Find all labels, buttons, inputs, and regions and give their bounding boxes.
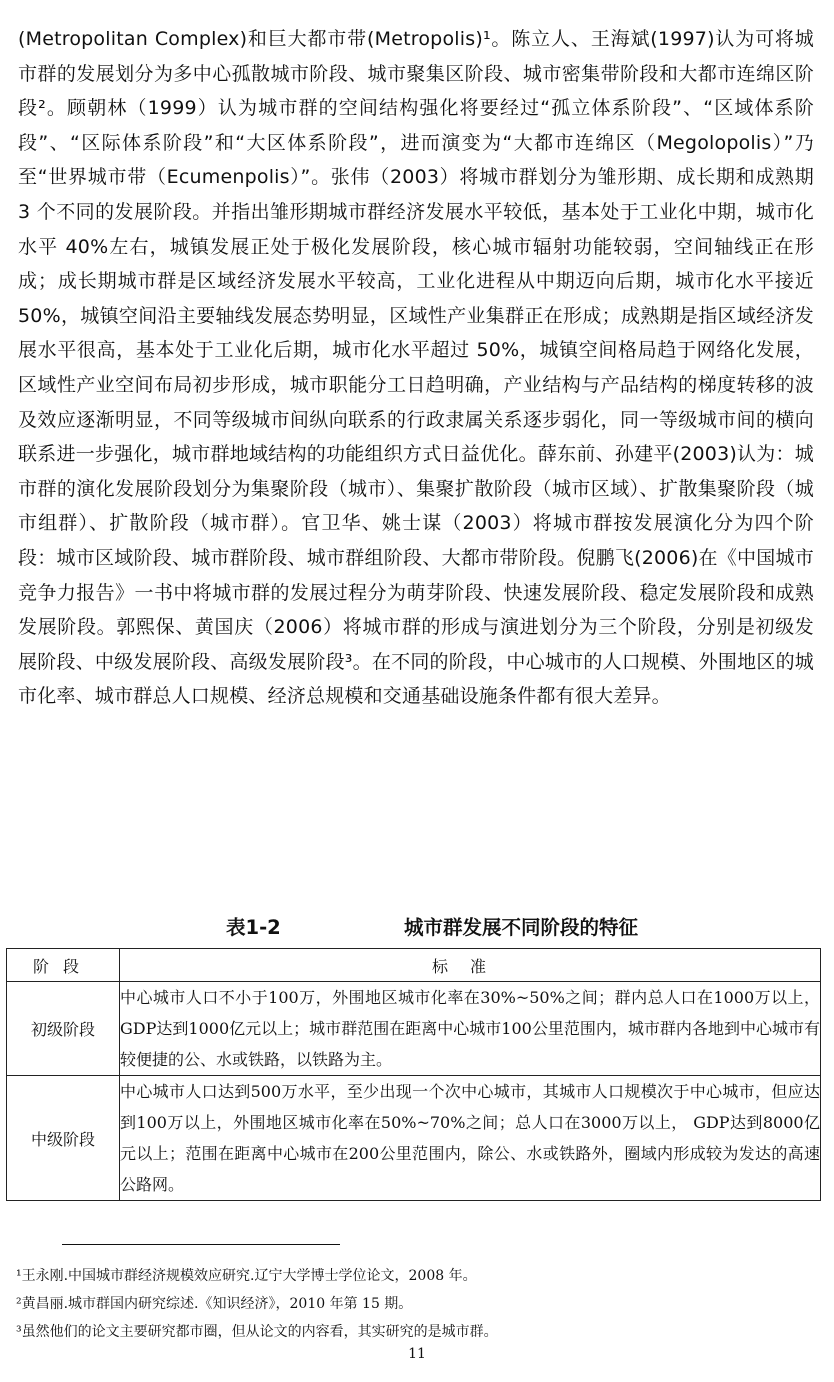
table-header-criteria: 标准 (120, 949, 821, 982)
table-row (7, 1076, 821, 1201)
table-header-stage: 阶段 (7, 949, 120, 982)
footnote: ¹王永刚.中国城市群经济规模效应研究.辽宁大学博士学位论文，2008 年。 (16, 1268, 477, 1284)
footnotes (16, 1262, 816, 1346)
footnote: ²黄昌丽.城市群国内研究综述.《知识经济》，2010 年第 15 期。 (16, 1296, 413, 1312)
page-number: 11 (408, 1346, 426, 1362)
stage-criteria-table (6, 948, 821, 1201)
table-row (7, 982, 821, 1076)
table-caption-number: 表1-2 (226, 916, 281, 939)
table-header-row (7, 949, 821, 982)
table-cell-stage: 中级阶段 (7, 1076, 120, 1201)
footnote-divider (62, 1244, 340, 1245)
table-caption-title: 城市群发展不同阶段的特征 (404, 916, 639, 939)
table-caption (0, 912, 834, 942)
table-cell-stage: 初级阶段 (7, 982, 120, 1076)
body-paragraph: (Metropolitan Complex)和巨大都市带(Metropolis)¹。陈立人、王海斌(1997)认为可将城市群的发展划分为多中心孤散城市阶段、城市聚集区阶段、城市密集带阶段和大都市连绵区阶段²。顾朝林（1999）认为城市群的空间结构强化将要经过“孤立体系阶段”、“区域体系阶段”、“区际体系阶段”和“大区体系阶段”，进而演变为“大都市连绵区（Megolopolis）”乃至“世界城市带（Ecumenpolis）”。张伟（2003）将城市群划分为雏形期、成长期和成熟期 3 个不同的发展阶段。并指出雏形期城市群经济发展水平较低，基本处于工业化中期，城市化水平 40%左右，城镇发展正处于极化发展阶段，核心城市辐射功能较弱，空间轴线正在形成；成长期城市群是区域经济发展水平较高，工业化进程从中期迈向后期，城市化水平接近 50%，城镇空间沿主要轴线发展态势明显，区域性产业集群正在形成；成熟期是指区域经济发展水平很高，基本处于工业化后期，城市化水平超过 50%，城镇空间格局趋于网络化发展，区域性产业空间布局初步形成，城市职能分工日趋明确，产业结构与产品结构的梯度转移的波及效应逐渐明显，不同等级城市间纵向联系的行政隶属关系逐步弱化，同一等级城市间的横向联系进一步强化，城市群地域结构的功能组织方式日益优化。薛东前、孙建平(2003)认为：城市群的演化发展阶段划分为集聚阶段（城市）、集聚扩散阶段（城市区域）、扩散集聚阶段（城市组群）、扩散阶段（城市群）。官卫华、姚士谋（2003）将城市群按发展演化分为四个阶段：城市区域阶段、城市群阶段、城市群组阶段、大都市带阶段。倪鹏飞(2006)在《中国城市竞争力报告》一书中将城市群的发展过程分为萌芽阶段、快速发展阶段、稳定发展阶段和成熟发展阶段。郭熙保、黄国庆（2006）将城市群的形成与演进划分为三个阶段，分别是初级发展阶段、中级发展阶段、高级发展阶段³。在不同的阶段，中心城市的人口规模、外围地区的城市化率、城市群总人口规模、经济总规模和交通基础设施条件都有很大差异。 (18, 28, 814, 708)
footnote: ³虽然他们的论文主要研究都市圈，但从论文的内容看，其实研究的是城市群。 (16, 1324, 498, 1340)
table-cell-criteria: 中心城市人口不小于100万，外围地区城市化率在30%~50%之间；群内总人口在1000万以上，GDP达到1000亿元以上；城市群范围在距离中心城市100公里范围内，城市群内各地到中心城市有较便捷的公、水或铁路，以铁路为主。 (120, 982, 821, 1076)
table-cell-criteria: 中心城市人口达到500万水平，至少出现一个次中心城市，其城市人口规模次于中心城市，但应达到100万以上，外围地区城市化率在50%~70%之间；总人口在3000万以上， GDP达到8000亿元以上；范围在距离中心城市在200公里范围内，除公、水或铁路外，圈域内形成较为发达的高速公路网。 (120, 1076, 821, 1201)
